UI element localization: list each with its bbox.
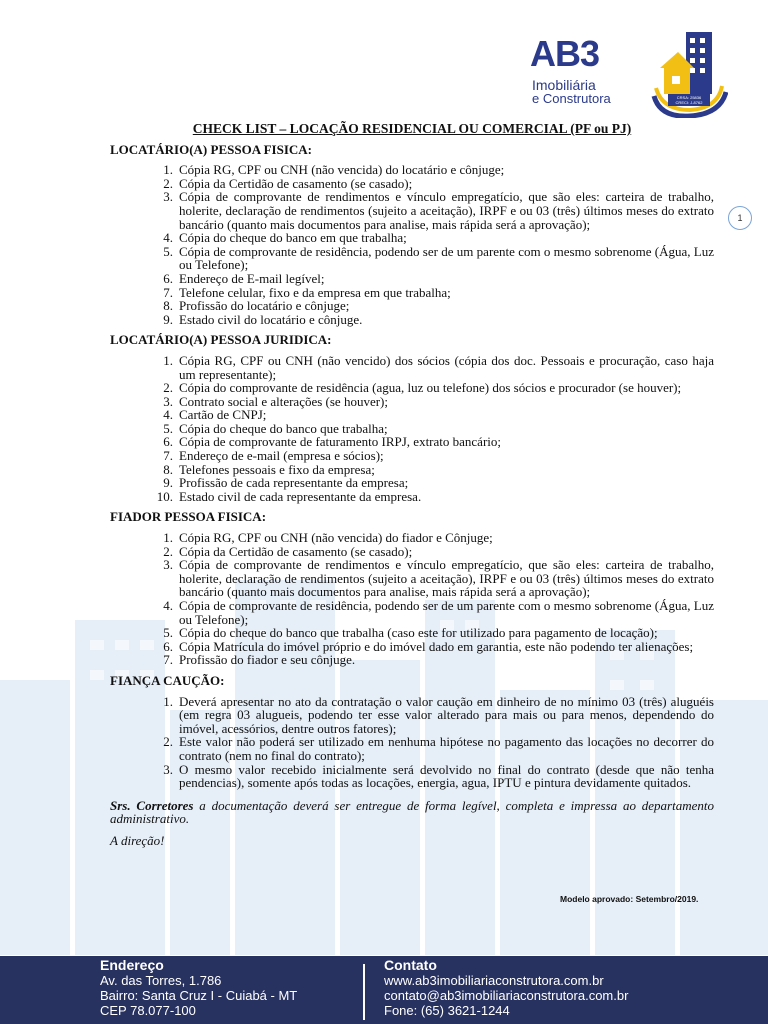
list-item-number: 1. bbox=[163, 693, 173, 709]
list-item bbox=[163, 734, 714, 763]
approval-date: : Setembro/2019. bbox=[630, 894, 699, 904]
list-item-text: Cópia RG, CPF ou CNH (não vencido) dos sócios (cópia dos doc. Pessoais e procuração, caso haja um representante); bbox=[179, 352, 714, 382]
list-item-text: Telefones pessoais e fixo da empresa; bbox=[179, 461, 375, 477]
list-item-text: Cópia Matrícula do imóvel próprio e do imóvel dado em garantia, este não podendo ter alienações; bbox=[179, 638, 694, 654]
document-title: CHECK LIST – LOCAÇÃO RESIDENCIAL OU COMERCIAL (PF ou PJ) bbox=[192, 121, 632, 136]
list-item-number: 3. bbox=[163, 761, 173, 777]
signature: A direção! bbox=[110, 832, 165, 848]
logo-subtitle-1: Imobiliária bbox=[532, 77, 596, 93]
list-item bbox=[163, 393, 714, 409]
list-item-text: Cópia de comprovante de rendimentos e vínculo empregatício, que são eles: carteira de trabalho, holerite, declaração de rendimentos (sujeito a aceitação), IRPF e ou 03 (três) últimos meses do extrato bancário (quanto mais documentos para analise, mais rápida será a aprovação); bbox=[179, 557, 714, 600]
section-list bbox=[110, 163, 714, 326]
list-item-number: 10. bbox=[156, 488, 173, 504]
logo-seal-line-2: CRECI: J-8762 bbox=[675, 100, 703, 105]
list-item-text: Cópia da Certidão de casamento (se casado); bbox=[179, 175, 413, 191]
list-item-text: Profissão do fiador e seu cônjuge. bbox=[179, 652, 356, 668]
list-item-number: 5. bbox=[163, 420, 173, 436]
footer-phone: Fone: (65) 3621-1244 bbox=[384, 1003, 510, 1018]
section-title: LOCATÁRIO(A) PESSOA FISICA: bbox=[110, 141, 313, 157]
list-item-number: 6. bbox=[163, 434, 173, 450]
list-item bbox=[163, 761, 714, 791]
brokers-note bbox=[110, 799, 714, 826]
list-item bbox=[163, 693, 714, 736]
brokers-note-label: Srs. Corretores bbox=[110, 797, 194, 813]
company-logo bbox=[528, 18, 728, 118]
footer-address bbox=[100, 958, 297, 1018]
list-item-text: Endereço de E-mail legível; bbox=[179, 270, 325, 286]
list-item bbox=[163, 652, 714, 668]
list-item bbox=[163, 380, 714, 396]
list-item-text: Cópia do cheque do banco que trabalha (caso este for utilizado para pagamento de locação); bbox=[179, 625, 658, 641]
list-item-number: 2. bbox=[163, 734, 173, 750]
list-item bbox=[163, 298, 714, 314]
section-title: FIADOR PESSOA FISICA: bbox=[110, 509, 267, 525]
list-item bbox=[163, 475, 714, 491]
section-list bbox=[110, 354, 714, 504]
list-item bbox=[163, 284, 714, 300]
list-item-text: Cópia de comprovante de rendimentos e vínculo empregatício, que são eles: carteira de trabalho, holerite, declaração de rendimentos (sujeito a aceitação), IRPF e ou 03 (três) últimos meses do extrato bancário (quanto mais documentos para analise, mais rápida será a aprovação); bbox=[179, 189, 714, 232]
building-house-logo-icon bbox=[650, 26, 728, 118]
list-item bbox=[163, 638, 714, 654]
list-item bbox=[163, 557, 714, 600]
list-item-text: Profissão do locatário e cônjuge; bbox=[179, 298, 350, 314]
list-item-number: 3. bbox=[163, 189, 173, 205]
checklist-sections bbox=[110, 143, 714, 790]
list-item-number: 1. bbox=[163, 352, 173, 368]
list-item-number: 3. bbox=[163, 393, 173, 409]
list-item-number: 1. bbox=[163, 162, 173, 178]
list-item-text: Cópia do cheque do banco que trabalha; bbox=[179, 420, 388, 436]
footer-address-line: CEP 78.077-100 bbox=[100, 1003, 196, 1018]
list-item bbox=[163, 434, 714, 450]
list-item-text: Cópia da Certidão de casamento (se casado); bbox=[179, 543, 413, 559]
list-item-number: 2. bbox=[163, 175, 173, 191]
list-item bbox=[163, 270, 714, 286]
list-item bbox=[163, 175, 714, 191]
logo-name: AB3 bbox=[530, 33, 600, 74]
list-item bbox=[163, 243, 714, 273]
list-item-number: 1. bbox=[163, 530, 173, 546]
list-item bbox=[163, 311, 714, 327]
list-item-number: 7. bbox=[163, 448, 173, 464]
list-item-number: 8. bbox=[163, 298, 173, 314]
footer-address-line: Bairro: Santa Cruz I - Cuiabá - MT bbox=[100, 988, 298, 1003]
list-item-text: Cópia do cheque do banco em que trabalha; bbox=[179, 230, 407, 246]
list-item bbox=[163, 448, 714, 464]
brokers-note-text: a documentação deverá ser entregue de forma legível, completa e impressa ao departamento administrativo. bbox=[110, 797, 714, 827]
list-item-text: Cópia RG, CPF ou CNH (não vencida) do fiador e Cônjuge; bbox=[179, 530, 493, 546]
list-item-number: 5. bbox=[163, 625, 173, 641]
page-number: 1 bbox=[728, 206, 752, 230]
list-item-text: O mesmo valor recebido inicialmente será devolvido no final do contrato (desde que não tenha pendencias), somente após todas as locações, energia, agua, IPTU e pintura devidamente quitados. bbox=[179, 761, 714, 791]
footer bbox=[0, 956, 768, 1024]
list-item-text: Cópia de comprovante de faturamento IRPJ, extrato bancário; bbox=[179, 434, 502, 450]
list-item-number: 7. bbox=[163, 652, 173, 668]
list-item-number: 6. bbox=[163, 270, 173, 286]
list-item-number: 9. bbox=[163, 311, 173, 327]
list-item bbox=[163, 189, 714, 232]
list-item bbox=[156, 488, 714, 504]
footer-divider bbox=[363, 964, 365, 1020]
list-item-text: Cópia de comprovante de residência, podendo ser de um parente com o mesmo sobrenome (Água, Luz ou Telefone); bbox=[179, 598, 714, 627]
list-item-number: 4. bbox=[163, 407, 173, 423]
list-item-number: 2. bbox=[163, 380, 173, 396]
list-item-number: 3. bbox=[163, 557, 173, 573]
list-item-text: Contrato social e alterações (se houver); bbox=[179, 393, 388, 409]
list-item bbox=[163, 543, 714, 559]
list-item-number: 4. bbox=[163, 230, 173, 246]
list-item-text: Cópia do comprovante de residência (agua, luz ou telefone) dos sócios e procurador (se houver); bbox=[179, 380, 682, 396]
list-item-text: Telefone celular, fixo e da empresa em que trabalha; bbox=[179, 284, 451, 300]
section-title: LOCATÁRIO(A) PESSOA JURIDICA: bbox=[110, 332, 332, 348]
list-item bbox=[163, 420, 714, 436]
list-item-number: 4. bbox=[163, 598, 173, 613]
list-item-text: Cópia de comprovante de residência, podendo ser de um parente com o mesmo sobrenome (Água, Luz ou Telefone); bbox=[179, 243, 714, 273]
footer-contact-title: Contato bbox=[384, 957, 437, 973]
approval-note bbox=[560, 894, 698, 904]
section-list bbox=[110, 531, 714, 667]
section-list bbox=[110, 695, 714, 790]
list-item bbox=[163, 461, 714, 477]
list-item bbox=[163, 530, 714, 546]
list-item bbox=[163, 407, 714, 423]
list-item-text: Deverá apresentar no ato da contratação o valor caução em dinheiro de no mínimo 03 (três) aluguéis (em regra 03 alugueis, podendo ter esse valor alterado para mais ou para menos, dependendo do imóvel, acessórios, dentre outros fatores); bbox=[179, 693, 714, 736]
list-item-number: 9. bbox=[163, 475, 173, 491]
list-item-text: Estado civil de cada representante da empresa. bbox=[179, 488, 422, 504]
list-item bbox=[163, 162, 714, 178]
list-item-number: 6. bbox=[163, 638, 173, 654]
footer-contact bbox=[384, 958, 628, 1018]
section-title: FIANÇA CAUÇÃO: bbox=[110, 672, 225, 688]
footer-address-line: Av. das Torres, 1.786 bbox=[100, 973, 222, 988]
list-item-number: 2. bbox=[163, 543, 173, 559]
list-item-text: Profissão de cada representante da empresa; bbox=[179, 475, 409, 491]
logo-seal-line-1: CRSA: 25836 bbox=[676, 95, 702, 100]
list-item bbox=[163, 230, 714, 246]
list-item bbox=[163, 598, 714, 627]
list-item-text: Estado civil do locatário e cônjuge. bbox=[179, 311, 363, 327]
footer-address-title: Endereço bbox=[100, 957, 164, 973]
list-item-number: 7. bbox=[163, 284, 173, 300]
approval-label: Modelo aprovado bbox=[560, 894, 631, 904]
list-item-number: 8. bbox=[163, 461, 173, 477]
footer-email-link[interactable]: contato@ab3imobiliariaconstrutora.com.br bbox=[384, 988, 629, 1003]
list-item-text: Cópia RG, CPF ou CNH (não vencida) do locatário e cônjuge; bbox=[179, 162, 505, 178]
list-item-text: Cartão de CNPJ; bbox=[179, 407, 267, 423]
list-item-text: Este valor não poderá ser utilizado em nenhuma hipótese no pagamento das locações no decorrer do contrato (nem no final do contrato); bbox=[179, 734, 714, 763]
list-item bbox=[163, 625, 714, 641]
list-item-text: Endereço de e-mail (empresa e sócios); bbox=[179, 448, 384, 464]
list-item-number: 5. bbox=[163, 243, 173, 259]
logo-subtitle-2: e Construtora bbox=[532, 91, 611, 106]
document-body bbox=[110, 118, 714, 848]
footer-website-link[interactable]: www.ab3imobiliariaconstrutora.com.br bbox=[384, 973, 604, 988]
list-item bbox=[163, 352, 714, 382]
